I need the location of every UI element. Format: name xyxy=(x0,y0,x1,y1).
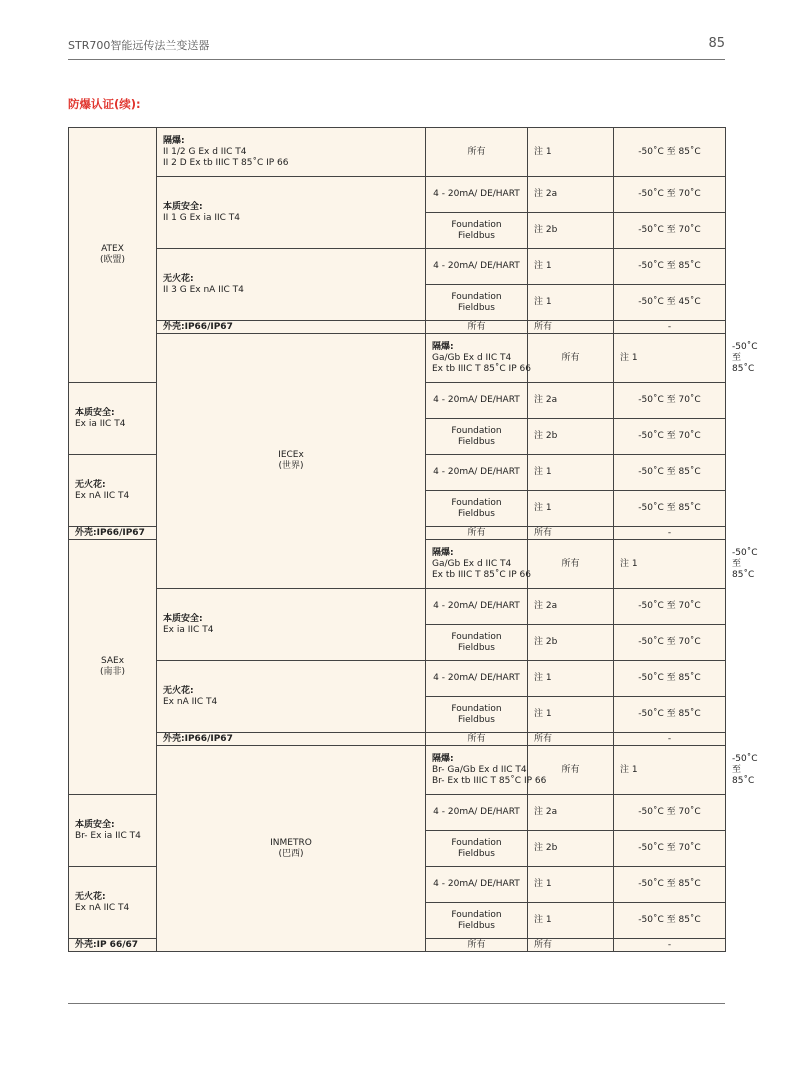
region-sub: (巴西) xyxy=(278,848,304,859)
table-row xyxy=(69,661,726,697)
signal-cell: Foundation Fieldbus xyxy=(426,213,528,249)
region-name: INMETRO xyxy=(270,837,312,848)
temp-cell: -50˚C 至 85˚C xyxy=(614,867,726,903)
method-name: 无火花: xyxy=(163,685,194,696)
nonsparking-cell xyxy=(69,867,157,939)
note-cell: 注 1 xyxy=(528,128,614,177)
nonsparking-cell xyxy=(157,661,426,733)
method-name: 隔爆: xyxy=(163,135,185,146)
signal-cell: 4 - 20mA/ DE/HART xyxy=(426,795,528,831)
note-cell: 注 2b xyxy=(528,831,614,867)
method-spec-line: Ga/Gb Ex d IIC T4 xyxy=(432,558,512,569)
note-cell: 注 1 xyxy=(528,491,614,527)
method-spec-line: Br- Ex ia IIC T4 xyxy=(75,830,141,841)
note-cell: 注 2b xyxy=(528,213,614,249)
method-spec-line: Br- Ga/Gb Ex d IIC T4 xyxy=(432,764,527,775)
region-name: ATEX xyxy=(101,244,124,254)
table-row xyxy=(69,249,726,285)
signal-cell: Foundation Fieldbus xyxy=(426,419,528,455)
region-cell xyxy=(157,334,426,589)
signal-cell: Foundation Fieldbus xyxy=(426,697,528,733)
table-row: IECEx (世界) 隔爆: Ga/Gb Ex d IIC T4 Ex tb IIIC T 85˚C IP 66 所有 注 1 -50˚C 至 85˚C xyxy=(69,334,726,383)
method-name: 本质安全: xyxy=(75,819,115,830)
signal-cell: 所有 xyxy=(528,746,614,795)
temp-cell: -50˚C 至 70˚C xyxy=(614,589,726,625)
region-name: IECEx xyxy=(278,450,304,460)
method-name: 隔爆: xyxy=(432,341,454,352)
certification-table xyxy=(68,127,758,952)
signal-cell: Foundation Fieldbus xyxy=(426,625,528,661)
note-cell: 注 2b xyxy=(528,625,614,661)
signal-cell: 所有 xyxy=(528,334,614,383)
temp-cell: -50˚C 至 70˚C xyxy=(614,419,726,455)
temp-cell: - xyxy=(614,321,726,334)
flameproof-cell xyxy=(426,334,531,383)
region-sub: (南非) xyxy=(99,667,126,677)
note-cell: 注 1 xyxy=(614,746,726,795)
region-cell xyxy=(157,746,426,952)
temp-cell: -50˚C 至 85˚C xyxy=(614,491,726,527)
section-title: 防爆认证(续): xyxy=(68,97,141,111)
nonsparking-cell xyxy=(69,455,157,527)
table-row: INMETRO (巴西) 隔爆: Br- Ga/Gb Ex d IIC T4 Br- Ex tb IIIC T 85˚C IP 66 所有 注 1 -50˚C 至 85˚C xyxy=(69,746,726,795)
note-cell: 注 2a xyxy=(528,177,614,213)
temp-cell: -50˚C 至 85˚C xyxy=(614,249,726,285)
enclosure-cell: 外壳:IP 66/67 xyxy=(69,939,157,952)
intrinsic-cell xyxy=(69,795,157,867)
region-name: SAEx xyxy=(100,656,125,666)
note-cell: 所有 xyxy=(528,321,614,334)
method-name: 隔爆: xyxy=(432,753,454,764)
temp-cell: -50˚C 至 70˚C xyxy=(614,177,726,213)
method-spec-line: II 1 G Ex ia IIC T4 xyxy=(163,212,241,223)
temp-cell: - xyxy=(614,527,726,540)
method-spec-line: Ex nA IIC T4 xyxy=(75,490,130,501)
note-cell: 注 1 xyxy=(528,249,614,285)
enclosure-cell: 外壳:IP66/IP67 xyxy=(69,527,157,540)
document-title: STR700智能远传法兰变送器 xyxy=(68,39,210,52)
table-row xyxy=(69,733,726,746)
method-name: 无火花: xyxy=(75,479,106,490)
method-name: 本质安全: xyxy=(163,613,203,624)
temp-cell: -50˚C 至 70˚C xyxy=(614,213,726,249)
intrinsic-cell xyxy=(157,177,426,249)
note-cell: 所有 xyxy=(528,939,614,952)
flameproof-cell xyxy=(426,540,531,589)
table-row: SAEx (南非) 隔爆: Ga/Gb Ex d IIC T4 Ex tb IIIC T 85˚C IP 66 所有 注 1 -50˚C 至 85˚C xyxy=(69,540,726,589)
flameproof-cell xyxy=(157,128,426,177)
flameproof-cell xyxy=(426,746,547,795)
method-spec-line: Ex nA IIC T4 xyxy=(75,902,130,913)
temp-cell: - xyxy=(614,939,726,952)
temp-cell: -50˚C 至 70˚C xyxy=(614,831,726,867)
page-header xyxy=(68,37,725,60)
note-cell: 注 2a xyxy=(528,383,614,419)
signal-cell: Foundation Fieldbus xyxy=(426,285,528,321)
signal-cell: Foundation Fieldbus xyxy=(426,831,528,867)
note-cell: 注 1 xyxy=(528,697,614,733)
note-cell: 注 1 xyxy=(528,903,614,939)
note-cell: 所有 xyxy=(528,527,614,540)
table-row xyxy=(69,589,726,625)
temp-cell: -50˚C 至 85˚C xyxy=(614,128,726,177)
signal-cell: 所有 xyxy=(426,128,528,177)
method-spec-line: Ex tb IIIC T 85˚C IP 66 xyxy=(432,569,531,580)
note-cell: 注 1 xyxy=(614,334,726,383)
signal-cell: 所有 xyxy=(426,733,528,746)
signal-cell: 4 - 20mA/ DE/HART xyxy=(426,455,528,491)
signal-cell: Foundation Fieldbus xyxy=(426,491,528,527)
note-cell: 注 1 xyxy=(614,540,726,589)
method-name: 本质安全: xyxy=(75,407,115,418)
intrinsic-cell xyxy=(157,589,426,661)
temp-cell: -50˚C 至 70˚C xyxy=(614,795,726,831)
method-spec-line: Ex tb IIIC T 85˚C IP 66 xyxy=(432,363,531,374)
note-cell: 所有 xyxy=(528,733,614,746)
temp-cell: - xyxy=(614,733,726,746)
method-spec-line: Ex ia IIC T4 xyxy=(163,624,214,635)
method-name: 本质安全: xyxy=(163,201,203,212)
enclosure-cell: 外壳:IP66/IP67 xyxy=(157,321,426,334)
note-cell: 注 1 xyxy=(528,285,614,321)
temp-cell: -50˚C 至 85˚C xyxy=(614,661,726,697)
method-spec-line: Ex ia IIC T4 xyxy=(75,418,126,429)
signal-cell: 4 - 20mA/ DE/HART xyxy=(426,249,528,285)
signal-cell: 4 - 20mA/ DE/HART xyxy=(426,661,528,697)
note-cell: 注 1 xyxy=(528,455,614,491)
method-spec-line: II 2 D Ex tb IIIC T 85˚C IP 66 xyxy=(163,157,289,168)
signal-cell: 4 - 20mA/ DE/HART xyxy=(426,177,528,213)
note-cell: 注 2a xyxy=(528,795,614,831)
region-cell xyxy=(69,540,157,795)
method-spec-line: Ga/Gb Ex d IIC T4 xyxy=(432,352,512,363)
temp-cell: -50˚C 至 85˚C xyxy=(614,903,726,939)
note-cell: 注 2b xyxy=(528,419,614,455)
signal-cell: 4 - 20mA/ DE/HART xyxy=(426,383,528,419)
method-name: 无火花: xyxy=(75,891,106,902)
method-spec-line: II 1/2 G Ex d IIC T4 xyxy=(163,146,247,157)
temp-cell: -50˚C 至 85˚C xyxy=(614,455,726,491)
temp-cell: -50˚C 至 70˚C xyxy=(614,383,726,419)
temp-cell: -50˚C 至 70˚C xyxy=(614,625,726,661)
method-spec-line: Ex nA IIC T4 xyxy=(163,696,218,707)
footer-divider xyxy=(68,1003,725,1004)
nonsparking-cell xyxy=(157,249,426,321)
enclosure-cell: 外壳:IP66/IP67 xyxy=(157,733,426,746)
signal-cell: 所有 xyxy=(426,527,528,540)
intrinsic-cell xyxy=(69,383,157,455)
table-row xyxy=(69,128,726,177)
table-row xyxy=(69,177,726,213)
region-sub: (世界) xyxy=(278,461,304,471)
note-cell: 注 2a xyxy=(528,589,614,625)
signal-cell: 所有 xyxy=(426,939,528,952)
temp-cell: -50˚C 至 45˚C xyxy=(614,285,726,321)
note-cell: 注 1 xyxy=(528,867,614,903)
signal-cell: 所有 xyxy=(426,321,528,334)
method-name: 隔爆: xyxy=(432,547,454,558)
region-sub: (欧盟) xyxy=(99,255,126,265)
method-name: 无火花: xyxy=(163,273,194,284)
method-spec-line: Br- Ex tb IIIC T 85˚C IP 66 xyxy=(432,775,547,786)
table-row xyxy=(69,321,726,334)
signal-cell: Foundation Fieldbus xyxy=(426,903,528,939)
method-spec-line: II 3 G Ex nA IIC T4 xyxy=(163,284,244,295)
signal-cell: 4 - 20mA/ DE/HART xyxy=(426,589,528,625)
region-cell xyxy=(69,128,157,383)
page-number: 85 xyxy=(708,36,725,51)
note-cell: 注 1 xyxy=(528,661,614,697)
signal-cell: 所有 xyxy=(528,540,614,589)
temp-cell: -50˚C 至 85˚C xyxy=(614,697,726,733)
signal-cell: 4 - 20mA/ DE/HART xyxy=(426,867,528,903)
